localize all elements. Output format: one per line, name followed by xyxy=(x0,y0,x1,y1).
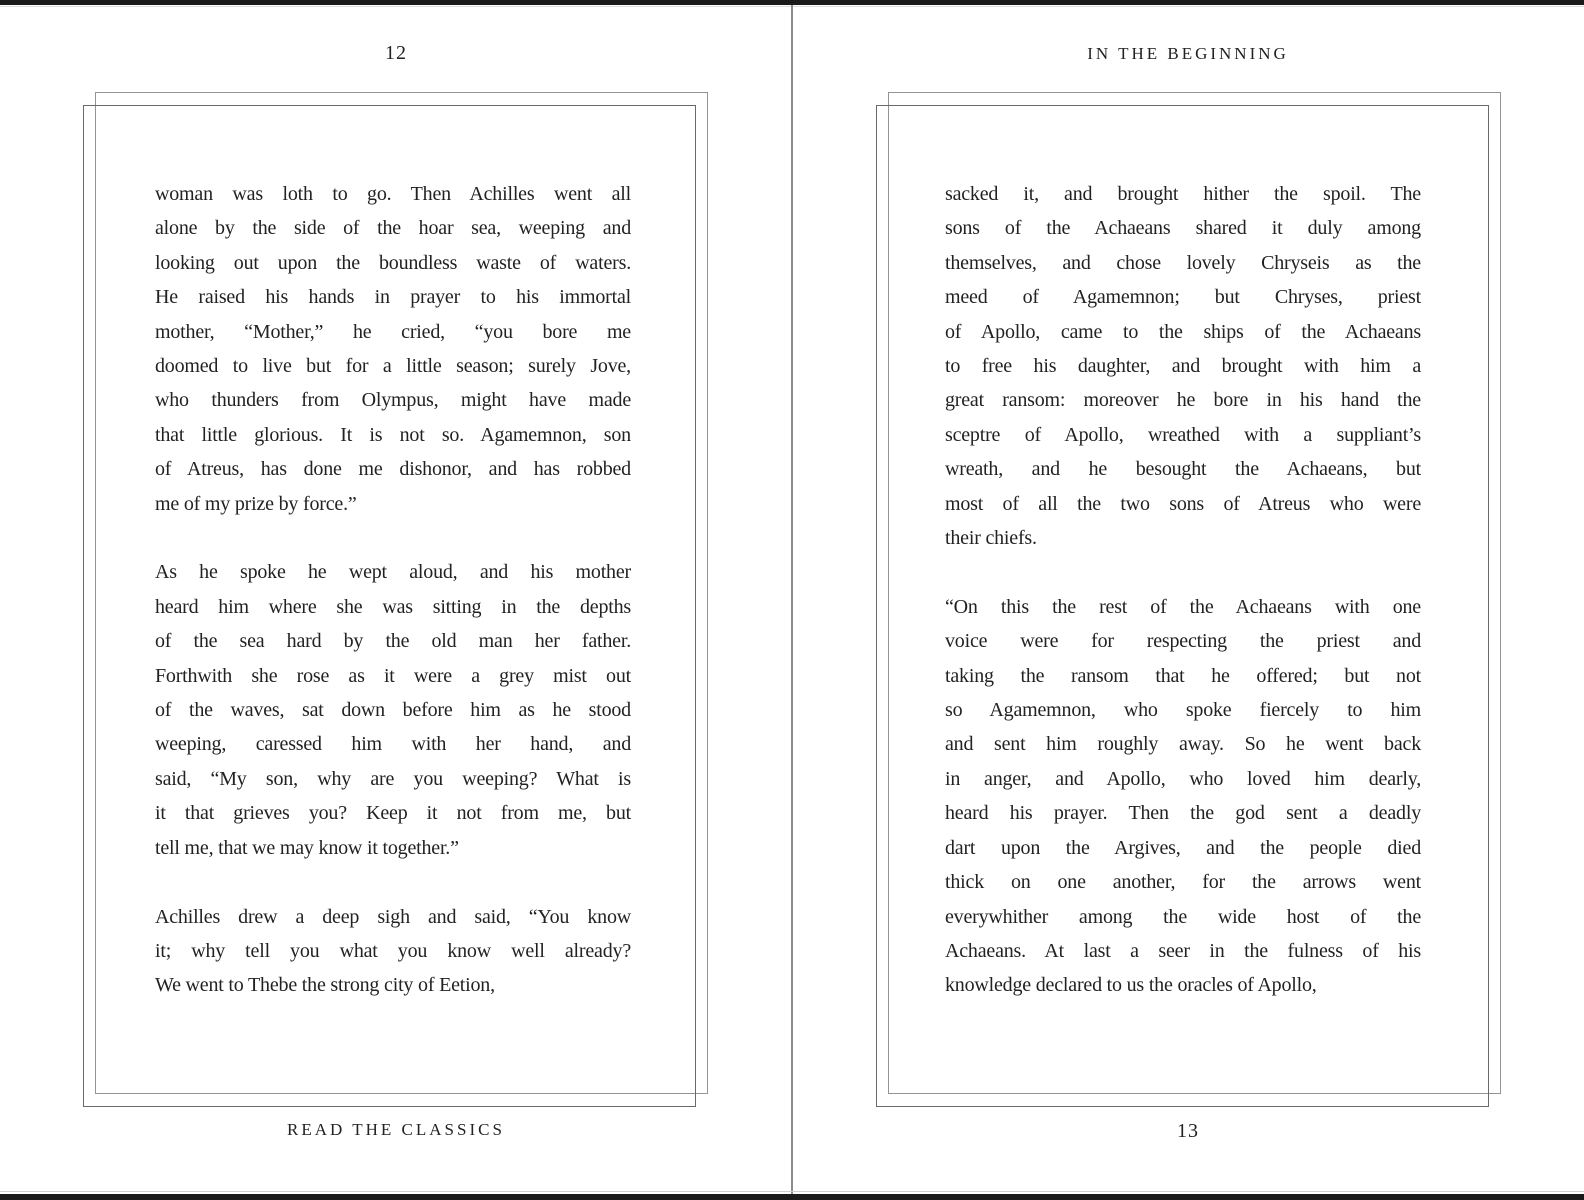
text-line: everywhither among the wide host of the xyxy=(945,905,1421,928)
paragraph xyxy=(945,177,1421,555)
right-page-number: 13 xyxy=(1177,1120,1199,1142)
text-line: heard his prayer. Then the god sent a deadly xyxy=(945,802,1421,825)
text-line: most of all the two sons of Atreus who were xyxy=(945,492,1421,515)
text-line: As he spoke he wept aloud, and his mother xyxy=(155,561,631,584)
paragraph xyxy=(945,590,1421,1003)
text-line: it; why tell you what you know well already? xyxy=(155,939,631,962)
text-line: and sent him roughly away. So he went back xyxy=(945,733,1421,756)
text-line: who thunders from Olympus, might have made xyxy=(155,389,631,412)
text-line: of the waves, sat down before him as he stood xyxy=(155,699,631,722)
text-line: it that grieves you? Keep it not from me, but xyxy=(155,802,631,825)
text-line: Achilles drew a deep sigh and said, “You know xyxy=(155,905,631,928)
right-page[interactable] xyxy=(792,0,1584,1200)
text-line: alone by the side of the hoar sea, weeping and xyxy=(155,217,631,240)
text-line: woman was loth to go. Then Achilles went all xyxy=(155,183,631,205)
text-line: tell me, that we may know it together.” xyxy=(155,836,459,859)
text-line: of the sea hard by the old man her father. xyxy=(155,630,631,653)
text-line: meed of Agamemnon; but Chryses, priest xyxy=(945,286,1421,309)
chapter-title-header: IN THE BEGINNING xyxy=(1087,44,1289,63)
text-line: sacked it, and brought hither the spoil. The xyxy=(945,183,1421,205)
text-line: of Apollo, came to the ships of the Achaeans xyxy=(945,320,1421,343)
text-line: We went to Thebe the strong city of Eetion, xyxy=(155,974,495,997)
left-page-number: 12 xyxy=(385,42,407,64)
text-line: mother, “Mother,” he cried, “you bore me xyxy=(155,320,631,343)
text-line: thick on one another, for the arrows went xyxy=(945,871,1421,894)
text-line: Achaeans. At last a seer in the fulness of his xyxy=(945,939,1421,962)
text-line: weeping, caressed him with her hand, and xyxy=(155,733,631,756)
bottom-hairline xyxy=(0,1191,1584,1192)
text-line: that little glorious. It is not so. Agamemnon, son xyxy=(155,423,631,446)
text-line: me of my prize by force.” xyxy=(155,492,357,515)
text-line: sceptre of Apollo, wreathed with a suppliant’s xyxy=(945,423,1421,446)
text-line: Forthwith she rose as it were a grey mist out xyxy=(155,664,631,687)
bottom-bar xyxy=(0,1194,1584,1200)
paragraph xyxy=(155,555,631,865)
left-page-body-text xyxy=(155,177,631,1003)
text-line: doomed to live but for a little season; surely Jove, xyxy=(155,355,631,378)
text-line: wreath, and he besought the Achaeans, but xyxy=(945,458,1421,481)
paragraph xyxy=(155,900,631,1003)
right-page-body-text xyxy=(945,177,1421,1003)
text-line: sons of the Achaeans shared it duly among xyxy=(945,217,1421,240)
text-line: He raised his hands in prayer to his immortal xyxy=(155,286,631,309)
text-line: voice were for respecting the priest and xyxy=(945,630,1421,653)
paragraph xyxy=(155,177,631,521)
text-line: themselves, and chose lovely Chryseis as the xyxy=(945,251,1421,274)
text-line: to free his daughter, and brought with him a xyxy=(945,355,1421,378)
text-line: of Atreus, has done me dishonor, and has robbed xyxy=(155,458,631,481)
text-line: so Agamemnon, who spoke fiercely to him xyxy=(945,699,1421,722)
text-line: taking the ransom that he offered; but not xyxy=(945,664,1421,687)
text-line: great ransom: moreover he bore in his hand the xyxy=(945,389,1421,412)
text-line: knowledge declared to us the oracles of Apollo, xyxy=(945,974,1317,997)
text-line: “On this the rest of the Achaeans with one xyxy=(945,595,1421,618)
text-line: looking out upon the boundless waste of waters. xyxy=(155,251,631,274)
text-line: their chiefs. xyxy=(945,527,1037,550)
text-line: heard him where she was sitting in the depths xyxy=(155,595,631,618)
left-page-footer-caption: READ THE CLASSICS xyxy=(287,1120,505,1139)
text-line: dart upon the Argives, and the people died xyxy=(945,836,1421,859)
text-line: said, “My son, why are you weeping? What is xyxy=(155,767,631,790)
text-line: in anger, and Apollo, who loved him dearly, xyxy=(945,767,1421,790)
